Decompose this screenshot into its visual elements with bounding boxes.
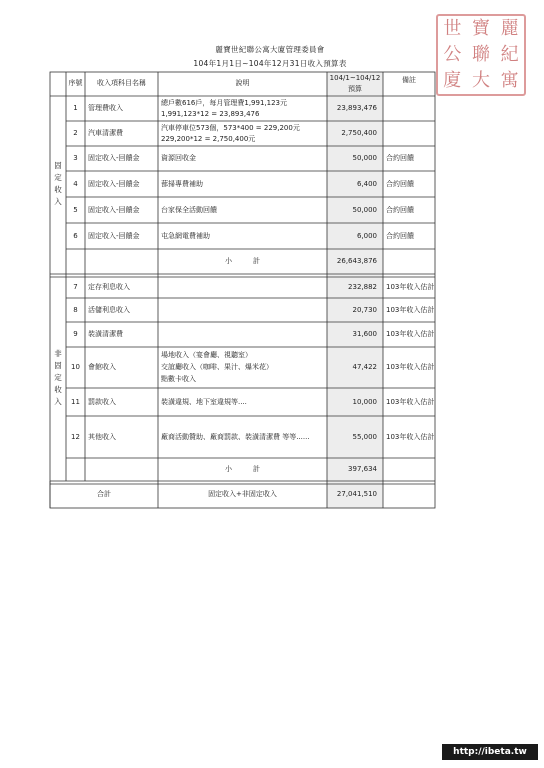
- group-label-fixed-income: 固定收入: [54, 161, 62, 206]
- row-description: 1,991,123*12 = 23,893,476: [161, 110, 260, 118]
- row-description: 汽車停車位573個，573*400 = 229,200元: [161, 124, 300, 132]
- committee-seal-stamp: [436, 14, 526, 96]
- total-description: 固定收入+非固定收入: [208, 490, 277, 498]
- row-description: 229,200*12 = 2,750,400元: [161, 135, 256, 143]
- row-budget: 50,000: [352, 154, 377, 162]
- row-budget: 2,750,400: [341, 129, 377, 137]
- row-note: 103年收入估計: [386, 398, 435, 406]
- header-note: 備註: [402, 76, 416, 84]
- header-item: 收入項科目名稱: [97, 79, 146, 87]
- row-budget: 23,893,476: [336, 104, 377, 112]
- row-budget: 6,400: [356, 180, 377, 188]
- row-seq: 11: [71, 398, 80, 406]
- row-item: 定存利息收入: [88, 283, 130, 291]
- seal-char: 世: [443, 18, 462, 39]
- row-budget: 31,600: [352, 330, 377, 338]
- row-note: 合約回饋: [386, 232, 414, 240]
- site-watermark: http://ibeta.tw: [442, 744, 538, 760]
- row-note: 合約回饋: [386, 154, 414, 162]
- row-note: 103年收入估計: [386, 330, 435, 338]
- total-label: 合計: [97, 490, 111, 498]
- row-description: 屯急網電費補助: [161, 232, 210, 240]
- row-seq: 7: [73, 283, 78, 291]
- row-seq: 4: [73, 180, 78, 188]
- seal-char: 紀: [500, 44, 519, 65]
- seal-char: 麗: [500, 18, 519, 39]
- row-budget: 232,882: [348, 283, 377, 291]
- row-note: 103年收入估計: [386, 433, 435, 441]
- row-description: 場地收入（宴會廳、視聽室）: [161, 351, 252, 359]
- row-budget: 50,000: [352, 206, 377, 214]
- row-budget: 47,422: [352, 363, 377, 371]
- subtotal-fixed-value: 26,643,876: [336, 257, 377, 265]
- header-budget: 預算: [348, 85, 362, 93]
- row-description: 交誼廳收入（咖啡、果汁、爆米花）: [161, 363, 273, 371]
- row-seq: 3: [73, 154, 78, 162]
- row-description: 總戶數616戶，每月管理費1,991,123元: [161, 99, 287, 107]
- row-seq: 12: [71, 433, 80, 441]
- row-seq: 9: [73, 330, 78, 338]
- row-seq: 10: [71, 363, 80, 371]
- row-description: 台家保全活動回饋: [161, 206, 217, 214]
- row-item: 裝潢清潔費: [88, 330, 123, 338]
- document-title: 麗寶世紀聯公寓大廈管理委員會: [215, 45, 325, 54]
- row-budget: 6,000: [356, 232, 377, 240]
- seal-char: 聯: [472, 44, 491, 65]
- header-budget-period: 104/1~104/12: [329, 74, 381, 82]
- row-item: 其他收入: [88, 433, 116, 441]
- row-item: 汽車清潔費: [88, 129, 123, 137]
- header-seq: 序號: [68, 79, 83, 87]
- row-budget: 55,000: [352, 433, 377, 441]
- row-seq: 6: [73, 232, 78, 240]
- row-item: 會館收入: [88, 363, 116, 371]
- row-note: 合約回饋: [386, 206, 414, 214]
- row-item: 固定收入-回饋金: [88, 206, 140, 214]
- row-item: 固定收入-回饋金: [88, 154, 140, 162]
- row-description: 點數卡收入: [161, 375, 196, 383]
- row-note: 103年收入估計: [386, 306, 435, 314]
- row-note: 合約回饋: [386, 180, 414, 188]
- subtotal-label: 小 計: [225, 257, 260, 265]
- row-seq: 2: [73, 129, 78, 137]
- seal-char: 大: [472, 70, 491, 91]
- row-description: 資源回收金: [161, 154, 196, 162]
- row-seq: 5: [73, 206, 78, 214]
- seal-char: 公: [443, 44, 462, 65]
- row-item: 罰款收入: [88, 398, 116, 406]
- row-note: 103年收入估計: [386, 283, 435, 291]
- row-description: 裝潢違規、地下室違規等....: [161, 398, 247, 406]
- row-seq: 8: [73, 306, 78, 314]
- seal-char: 廈: [443, 70, 462, 91]
- document-subtitle: 104年1月1日~104年12月31日收入預算表: [193, 59, 347, 68]
- subtotal-nonfixed-value: 397,634: [348, 465, 377, 473]
- total-value: 27,041,510: [336, 490, 377, 498]
- row-item: 活儲利息收入: [88, 306, 130, 314]
- row-item: 固定收入-回饋金: [88, 180, 140, 188]
- row-item: 固定收入-回饋金: [88, 232, 140, 240]
- row-seq: 1: [73, 104, 78, 112]
- row-description: 廠商活動贊助、廠商罰款、裝潢清潔費 等等......: [161, 433, 310, 441]
- seal-char: 寶: [472, 18, 491, 39]
- row-budget: 20,730: [352, 306, 377, 314]
- row-budget: 10,000: [352, 398, 377, 406]
- subtotal-label: 小 計: [225, 465, 260, 473]
- header-description: 說明: [235, 79, 250, 87]
- row-note: 103年收入估計: [386, 363, 435, 371]
- group-label-nonfixed-income: 非固定收入: [54, 349, 62, 406]
- row-description: 蔀掃專費補助: [161, 180, 203, 188]
- seal-char: 寓: [500, 70, 519, 91]
- row-item: 管理費收入: [88, 104, 123, 112]
